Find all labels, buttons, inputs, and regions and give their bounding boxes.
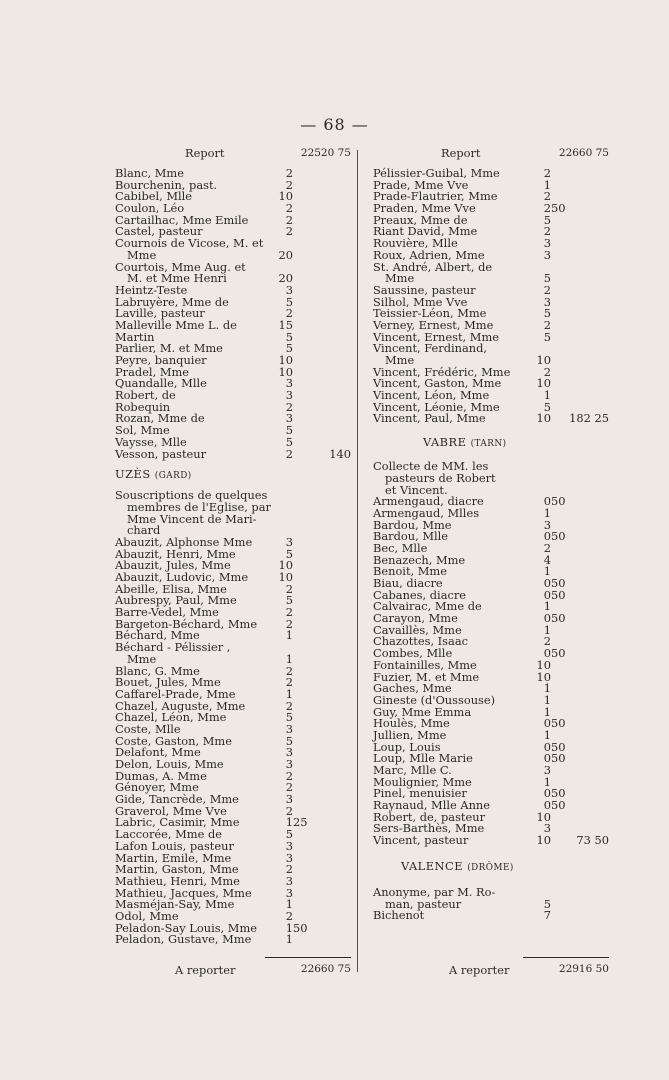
contribution-amount: 2 (285, 675, 293, 690)
contributor-name: chard (127, 523, 161, 538)
section-subtotal: 182 25 (569, 411, 609, 426)
contributors-list (373, 168, 609, 425)
contributor-name: Combes, Mlle (373, 646, 453, 661)
contributor-name: Roux, Adrien, Mme (373, 247, 485, 262)
contribution-cents: 50 (551, 751, 566, 766)
contribution-amount: 0 (543, 646, 551, 661)
contribution-amount: 3 (285, 757, 293, 771)
contributor-name: Biau, diacre (373, 576, 443, 590)
contributor-name: Blanc, G. Mme (115, 663, 200, 678)
contribution-amount: 2 (543, 189, 551, 204)
contribution-amount: 5 (285, 434, 293, 449)
contribution-cents: 50 (551, 611, 566, 626)
contribution-amount: 1 (543, 704, 551, 719)
contribution-amount: 10 (536, 376, 551, 391)
contributor-row (373, 413, 609, 425)
contributor-name: Chazel, Léon, Mme (115, 710, 227, 725)
contributor-name: Sers-Barthès, Mme (373, 821, 485, 836)
contribution-amount: 1 (543, 388, 551, 403)
contribution-amount: 3 (285, 792, 293, 807)
section-title-valence (373, 847, 609, 887)
carry-over-footer-right (373, 963, 609, 979)
contributor-name: Martin, Gaston, Mme (115, 862, 239, 877)
contributor-name: Loup, Louis (373, 739, 441, 754)
contribution-cents: 50 (551, 201, 566, 216)
contributor-name: Bardou, Mlle (373, 529, 449, 544)
contributor-name: Courtois, Mme Aug. et (115, 259, 246, 274)
contributor-name: et Vincent. (385, 482, 448, 497)
contributor-name: Abauzit, Ludovic, Mme (115, 570, 249, 584)
contributor-name: Vesson, pasteur (115, 446, 207, 461)
contribution-amount: 5 (543, 271, 551, 286)
contributor-name: Gaches, Mme (373, 681, 452, 696)
carried-forward-row (373, 146, 609, 168)
contributor-name: Gineste (d'Oussouse) (373, 692, 496, 707)
contributor-name: Génoyer, Mme (115, 780, 199, 795)
section-title-uzes (115, 460, 351, 490)
contribution-amount: 3 (543, 763, 551, 777)
reporter-label: A reporter (449, 963, 510, 977)
contributor-name: Caffarel-Prade, Mme (115, 686, 236, 701)
contributor-name: Laccorée, Mme de (115, 827, 222, 842)
contribution-amount: 0 (543, 798, 551, 813)
contributor-name: Peladon, Gustave, Mme (115, 932, 252, 947)
carry-over-footer-left (115, 963, 351, 979)
contributors-list (115, 168, 351, 460)
contribution-amount: 3 (543, 821, 551, 836)
contributor-name: Mme Vincent de Mari- (127, 511, 257, 526)
contribution-amount: 10 (278, 189, 293, 204)
contribution-amount: 1 (543, 564, 551, 579)
contribution-amount: 3 (285, 388, 293, 403)
contributor-name: Graverol, Mme Vve (115, 803, 227, 818)
carried-forward-row (115, 146, 351, 168)
contributor-name: Vincent, Gaston, Mme (373, 376, 502, 391)
contribution-amount: 2 (285, 780, 293, 795)
contribution-amount: 5 (285, 733, 293, 748)
contributor-name: Pradel, Mme (115, 364, 190, 379)
contributors-list (373, 461, 609, 847)
contribution-amount: 3 (285, 534, 293, 549)
contributor-name: Bargeton-Béchard, Mme (115, 616, 258, 631)
contribution-amount: 1 (285, 932, 293, 947)
contributor-row (373, 835, 609, 847)
contribution-amount: 0 (543, 587, 551, 602)
contribution-amount: 0 (543, 611, 551, 626)
contributor-name: Peyre, banquier (115, 353, 207, 367)
contribution-amount: 3 (285, 376, 293, 391)
contributor-name: Armengaud, Mlles (373, 505, 480, 520)
contribution-amount: 3 (285, 282, 293, 297)
contribution-cents: 50 (551, 739, 566, 754)
place-name: UZÈS (115, 467, 151, 482)
contributor-name: Abauzit, Henri, Mme (115, 546, 236, 561)
contributor-row (115, 934, 351, 946)
contributor-name: Barre-Vedel, Mme (115, 605, 219, 620)
contribution-amount: 1 (543, 177, 551, 192)
contributor-name: Armengaud, diacre (373, 494, 484, 509)
contribution-amount: 2 (543, 201, 551, 216)
contributor-name: Carayon, Mme (373, 611, 458, 626)
contributor-name: Delon, Louis, Mme (115, 757, 224, 771)
contributor-name: Praden, Mme Vve (373, 201, 476, 216)
contribution-cents: 25 (293, 815, 308, 830)
contribution-amount: 10 (536, 353, 551, 367)
contribution-amount: 1 (543, 727, 551, 742)
contribution-cents: 50 (551, 646, 566, 661)
contribution-cents: 50 (551, 576, 566, 590)
contribution-amount: 10 (278, 570, 293, 584)
contribution-amount: 10 (278, 353, 293, 367)
contribution-amount: 2 (285, 605, 293, 620)
contributor-name: Fuzier, M. et Mme (373, 669, 480, 684)
section-subtotal: 140 (329, 446, 351, 461)
contribution-amount: 5 (285, 329, 293, 344)
contributor-name: Dumas, A. Mme (115, 768, 207, 783)
contributor-name: Abauzit, Jules, Mme (115, 558, 231, 573)
contributor-name: Raynaud, Mlle Anne (373, 798, 491, 813)
contributor-name: M. et Mme Henri (127, 271, 227, 286)
contribution-amount: 10 (536, 411, 551, 426)
contribution-amount: 0 (543, 716, 551, 731)
contribution-amount: 2 (543, 317, 551, 332)
contributor-name: Coulon, Léo (115, 201, 185, 216)
contribution-amount: 1 (285, 686, 293, 701)
contributor-name: Cabibel, Mlle (115, 189, 193, 204)
contribution-amount: 2 (285, 803, 293, 818)
contributor-name: Béchard, Mme (115, 628, 200, 643)
contributor-name: Loup, Mlle Marie (373, 751, 473, 766)
contributor-name: Chazottes, Isaac (373, 634, 468, 649)
contribution-amount: 5 (285, 423, 293, 438)
contributor-name: Malleville Mme L. de (115, 317, 237, 332)
contributor-name: Silhol, Mme Vve (373, 294, 468, 309)
contributor-name: Vincent, Léon, Mme (373, 388, 490, 403)
contributor-name: Parlier, M. et Mme (115, 341, 223, 356)
contributor-name: Mme (385, 353, 415, 367)
contribution-amount: 3 (543, 236, 551, 251)
contribution-amount: 1 (543, 599, 551, 614)
contribution-amount: 1 (543, 774, 551, 789)
contributor-name: Moulignier, Mme (373, 774, 472, 789)
contributor-name: man, pasteur (385, 896, 462, 911)
contributor-name: Lafon Louis, pasteur (115, 838, 234, 853)
reporter-label: A reporter (175, 963, 236, 977)
contributor-name: Jullien, Mme (373, 727, 447, 742)
contribution-cents: 50 (551, 786, 566, 801)
contribution-amount: 5 (543, 212, 551, 227)
contributor-name: Guy, Mme Emma (373, 704, 472, 719)
contributor-name: Masméjan-Say, Mme (115, 897, 235, 912)
contribution-amount: 3 (543, 517, 551, 532)
contribution-amount: 2 (285, 908, 293, 923)
contributor-name: Vincent, Léonie, Mme (373, 399, 500, 414)
contributor-name: pasteurs de Robert (385, 470, 496, 485)
contribution-amount: 1 (285, 897, 293, 912)
contributor-name: Preaux, Mme de (373, 212, 468, 227)
contributor-name: Vincent, Frédéric, Mme (373, 364, 511, 379)
contributor-name: Sol, Mme (115, 423, 170, 438)
contribution-amount: 3 (285, 838, 293, 853)
contribution-amount: 2 (285, 212, 293, 227)
contribution-amount: 2 (543, 364, 551, 379)
contribution-amount: 0 (543, 786, 551, 801)
contribution-amount: 3 (543, 247, 551, 262)
contributor-name: Saussine, pasteur (373, 282, 476, 297)
contribution-amount: 2 (543, 540, 551, 555)
contribution-amount: 2 (543, 224, 551, 239)
total-rule (265, 957, 351, 958)
contribution-amount: 5 (285, 341, 293, 356)
contributor-name: Robequin (115, 399, 171, 414)
contributor-name: Mme (385, 271, 415, 286)
contributor-name: Martin (115, 329, 155, 344)
contributor-name: Vaysse, Mlle (115, 434, 187, 449)
contributor-name: membres de l'Eglise, par (127, 499, 271, 514)
contribution-amount: 2 (543, 166, 551, 180)
contributor-name: Robert, de (115, 388, 176, 403)
contribution-amount: 3 (285, 885, 293, 900)
contributor-name: Abeille, Elisa, Mme (115, 581, 227, 596)
contribution-amount: 1 (285, 651, 293, 666)
contributor-name: Vincent, pasteur (373, 833, 469, 848)
contributor-name: Collecte de MM. les (373, 459, 489, 474)
contributor-name: Blanc, Mme (115, 166, 184, 180)
contribution-cents: 50 (551, 798, 566, 813)
contributor-name: Aubrespy, Paul, Mme (115, 593, 237, 608)
contribution-cents: 50 (551, 494, 566, 509)
contributor-name: Delafont, Mme (115, 745, 201, 760)
place-name: VABRE (423, 435, 467, 450)
contributor-name: Bouet, Jules, Mme (115, 675, 221, 690)
contributor-name: Bec, Mlle (373, 540, 428, 555)
contribution-amount: 2 (285, 177, 293, 192)
contributor-name: Coste, Gaston, Mme (115, 733, 232, 748)
contributor-name: Gide, Tancrède, Mme (115, 792, 239, 807)
contribution-amount: 2 (285, 862, 293, 877)
contributor-name: Bichenot (373, 908, 425, 923)
contributor-name: Laville, pasteur (115, 306, 205, 321)
contributor-name: Vincent, Ferdinand, (373, 341, 488, 356)
contribution-amount: 10 (536, 833, 551, 848)
contributor-name: Rozan, Mme de (115, 411, 205, 426)
contributor-name: Calvairac, Mme de (373, 599, 482, 614)
contributor-name: Mathieu, Henri, Mme (115, 873, 240, 888)
contributor-name: Souscriptions de quelques (115, 488, 268, 503)
contribution-amount: 5 (543, 329, 551, 344)
contributor-name: Mathieu, Jacques, Mme (115, 885, 252, 900)
total-rule (523, 957, 609, 958)
contribution-amount: 1 (543, 681, 551, 696)
contributor-name: Riant David, Mme (373, 224, 478, 239)
contributor-name: Heintz-Teste (115, 282, 188, 297)
contributor-name: Robert, de, pasteur (373, 809, 486, 824)
contributors-list (373, 884, 609, 923)
contribution-amount: 2 (285, 663, 293, 678)
contribution-amount: 15 (278, 317, 293, 332)
contributor-row (373, 910, 609, 922)
contributor-name: Chazel, Auguste, Mme (115, 698, 246, 713)
contributor-name: Cournois de Vicose, M. et (115, 236, 264, 251)
contribution-amount: 10 (536, 657, 551, 672)
contributor-name: Houlès, Mme (373, 716, 450, 731)
contributor-name: Bourchenin, past. (115, 177, 218, 192)
contributor-name: Odol, Mme (115, 908, 179, 923)
contribution-cents: 50 (551, 587, 566, 602)
contributor-name: Fontainilles, Mme (373, 657, 477, 672)
report-label: Report (185, 146, 225, 160)
contribution-amount: 2 (285, 306, 293, 321)
contributor-name: Benoit, Mme (373, 564, 447, 579)
place-name: VALENCE (401, 858, 464, 873)
contributor-name: Vincent, Paul, Mme (373, 411, 486, 426)
contribution-amount: 5 (285, 710, 293, 725)
contribution-amount: 5 (285, 546, 293, 561)
contributor-name: Verney, Ernest, Mme (373, 317, 494, 332)
contribution-amount: 3 (285, 745, 293, 760)
contribution-amount: 1 (285, 920, 293, 935)
contribution-amount: 2 (285, 768, 293, 783)
contributor-name: Pinel, menuisier (373, 786, 467, 801)
contribution-amount: 5 (543, 896, 551, 911)
contributor-name: Prade-Flautrier, Mme (373, 189, 498, 204)
contributor-name: Anonyme, par M. Ro- (373, 884, 496, 899)
contributor-name: Cavaillès, Mme (373, 622, 462, 637)
contribution-amount: 2 (543, 634, 551, 649)
report-value: 22520 75 (300, 147, 351, 159)
contribution-amount: 1 (285, 815, 293, 830)
contribution-amount: 3 (285, 721, 293, 736)
contribution-amount: 0 (543, 494, 551, 509)
report-label: Report (441, 146, 481, 160)
contributor-name: Labruyère, Mme de (115, 294, 229, 309)
left-column (115, 146, 351, 946)
contribution-amount: 0 (543, 576, 551, 590)
contribution-amount: 5 (285, 827, 293, 842)
contributor-row (115, 446, 351, 461)
contribution-amount: 10 (278, 558, 293, 573)
contributor-name: Quandalle, Mlle (115, 376, 207, 391)
region-name: (DRÔME) (467, 862, 514, 873)
section-subtotal: 73 50 (576, 833, 609, 848)
contributor-name: Marc, Mlle C. (373, 763, 452, 777)
contributor-name: Martin, Emile, Mme (115, 850, 232, 865)
contribution-amount: 2 (285, 698, 293, 713)
contributor-name: Vincent, Ernest, Mme (373, 329, 499, 344)
contribution-amount: 20 (278, 271, 293, 286)
contributor-name: Benazech, Mme (373, 552, 466, 567)
reporter-value: 22660 75 (300, 963, 351, 975)
contribution-amount: 1 (543, 505, 551, 520)
contributor-name: Mme (127, 651, 157, 666)
contribution-amount: 1 (543, 692, 551, 707)
contribution-amount: 3 (285, 873, 293, 888)
contribution-amount: 20 (278, 247, 293, 262)
contributor-name: Labric, Casimir, Mme (115, 815, 240, 830)
contributor-name: Abauzit, Alphonse Mme (115, 534, 253, 549)
contributor-name: Pélissier-Guibal, Mme (373, 166, 500, 180)
column-divider (357, 150, 358, 972)
contributor-name: Béchard - Pélissier , (115, 640, 231, 655)
contribution-amount: 5 (285, 593, 293, 608)
contribution-amount: 7 (543, 908, 551, 923)
contribution-amount: 10 (536, 669, 551, 684)
contribution-amount: 0 (543, 751, 551, 766)
contributor-name: St. André, Albert, de (373, 259, 493, 274)
region-name: (TARN) (470, 439, 507, 450)
contribution-amount: 10 (278, 364, 293, 379)
contribution-amount: 2 (285, 166, 293, 180)
contribution-amount: 2 (285, 201, 293, 216)
contributor-name: Bardou, Mme (373, 517, 452, 532)
contribution-amount: 2 (285, 616, 293, 631)
contribution-amount: 10 (536, 809, 551, 824)
contribution-amount: 2 (285, 446, 293, 461)
contributors-list (115, 490, 351, 946)
region-name: (GARD) (154, 471, 192, 482)
contributor-name: Prade, Mme Vve (373, 177, 469, 192)
contribution-amount: 3 (543, 294, 551, 309)
contributor-name: Castel, pasteur (115, 224, 203, 239)
contribution-cents: 50 (551, 716, 566, 731)
right-column (373, 146, 609, 922)
contributor-name: Coste, Mlle (115, 721, 181, 736)
reporter-value: 22916 50 (558, 963, 609, 975)
contribution-amount: 0 (543, 739, 551, 754)
contribution-amount: 2 (285, 399, 293, 414)
contribution-amount: 1 (285, 628, 293, 643)
contributor-name: Cartailhac, Mme Emile (115, 212, 249, 227)
contribution-cents: 50 (293, 920, 308, 935)
contributor-name: Peladon-Say Louis, Mme (115, 920, 258, 935)
report-value: 22660 75 (558, 147, 609, 159)
contribution-amount: 2 (543, 282, 551, 297)
contribution-amount: 3 (285, 850, 293, 865)
contribution-cents: 50 (551, 529, 566, 544)
contribution-amount: 2 (285, 224, 293, 239)
contribution-amount: 2 (285, 581, 293, 596)
contribution-amount: 5 (543, 306, 551, 321)
contribution-amount: 0 (543, 529, 551, 544)
contribution-amount: 4 (543, 552, 551, 567)
contributor-name: Rouvière, Mlle (373, 236, 458, 251)
contribution-amount: 3 (285, 411, 293, 426)
contribution-amount: 1 (543, 622, 551, 637)
contributor-name: Teissier-Léon, Mme (373, 306, 487, 321)
contributor-name: Cabanes, diacre (373, 587, 467, 602)
page-number: — 68 — (300, 115, 369, 134)
contributor-name: Mme (127, 247, 157, 262)
contribution-amount: 5 (543, 399, 551, 414)
section-title-vabre (373, 425, 609, 461)
contribution-amount: 5 (285, 294, 293, 309)
